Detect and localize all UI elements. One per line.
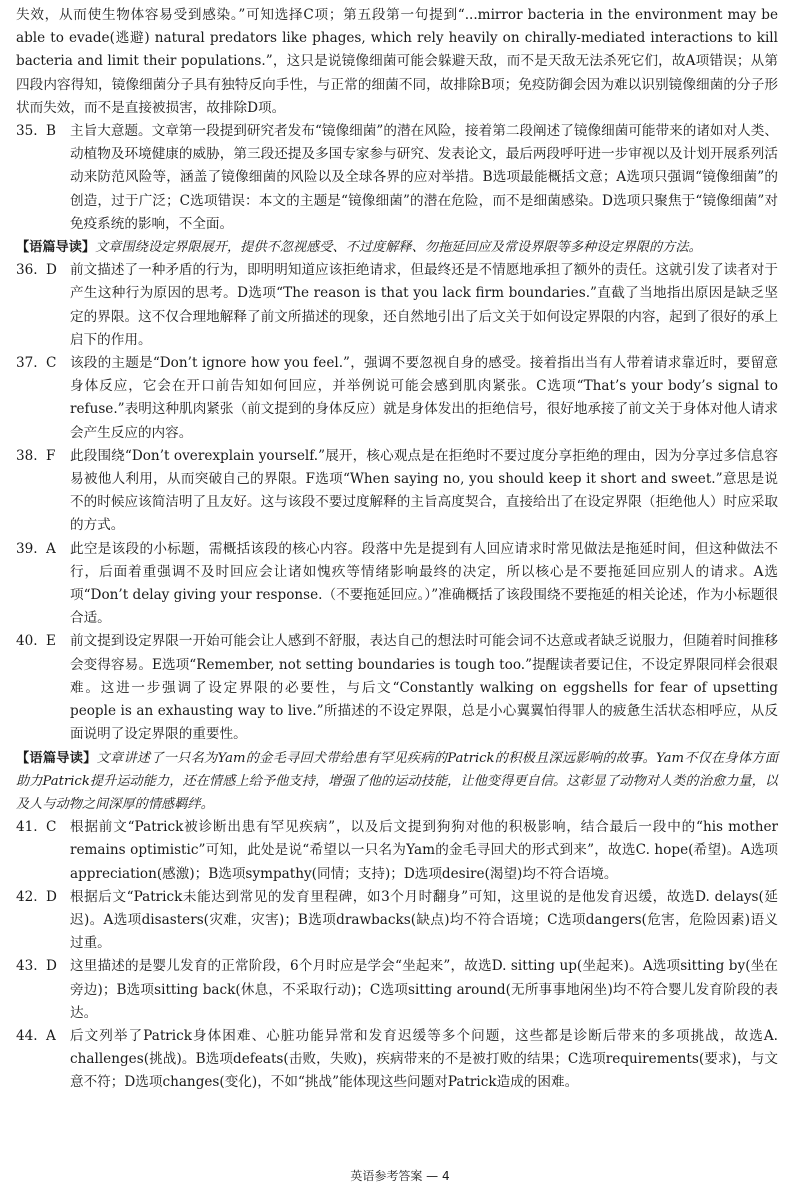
- question-number: 40.: [16, 633, 38, 650]
- explanation-text: 根据后文“Patrick未能达到常见的发育里程碑，如3个月时翻身”可知，这里说的是他发育迟缓，故选D. delays(延迟)。A选项disasters(灾难，灾害)；B选项drawbacks(缺点)均不符合语境；C选项dangers(危害，危险因素)语义过重。: [70, 888, 778, 952]
- explanation-text: 根据前文“Patrick被诊断出患有罕见疾病”，以及后文提到狗狗对他的积极影响，结合最后一段中的“his mother remains optimistic”可知，此处是说“希望以一只名为Yam的金毛寻回犬的形式到来”，故选C. hope(希望)。A选项appreciation(感激)；B选项sympathy(同情；支持)；D选项desire(渴望)均不符合语境。: [70, 819, 778, 882]
- question-number: 38.: [16, 447, 38, 464]
- answer-item-39: [16, 538, 778, 631]
- question-number: 37.: [16, 355, 38, 372]
- answer-item-41: [16, 816, 778, 886]
- answer-item-35: [16, 120, 778, 236]
- answer-letter: B: [46, 123, 56, 140]
- question-number: 43.: [16, 958, 38, 975]
- explanation-text: 前文提到设定界限一开始可能会让人感到不舒服，表达自己的想法时可能会词不达意或者缺乏说服力，但随着时间推移会变得容易。E选项“Remember, not setting boundaries is tough too.”提醒读者要记住，不设定界限同样会很艰难。这进一步强调了设定界限的必要性，与后文“Constantly walking on eggshells for fear of upsetting people is an exhausting way to live.”所描述的不设定界限，总是小心翼翼怕得罪人的疲惫生活状态相呼应，从反面说明了设定界限的重要性。: [70, 633, 778, 743]
- passage-guide: [16, 747, 778, 817]
- explanation-text: 这里描述的是婴儿发育的正常阶段，6个月时应是学会“坐起来”，故选D. sitting up(坐起来)。A选项sitting by(坐在旁边)；B选项sitting back(休息，不采取行动)；C选项sitting around(无所事事地闲坐)均不符合婴儿发育阶段的表达。: [70, 958, 778, 1021]
- passage-guide: [16, 236, 778, 259]
- question-number: 42.: [16, 888, 38, 905]
- guide-tag: 【语篇导读】: [16, 750, 97, 766]
- answer-item-42: [16, 886, 778, 956]
- answer-letter: C: [46, 355, 57, 372]
- carryover-paragraph: 失效，从而使生物体容易受到感染。”可知选择C项；第五段第一句提到“...mirror bacteria in the environment may be able to evade(逃避) natural predators like phages, which rely heavily on chirally-mediated interactions to kill bacteria and limit their populations.”，这只是说镜像细菌可能会躲避天敌，而不是天敌无法杀死它们，故A项错误；从第四段内容得知，镜像细菌分子具有独特反向手性，与正常的细菌不同，故排除B项；免疫防御会因为难以识别镜像细菌的分子形状而失效，而不是直接被损害，故排除D项。: [16, 7, 778, 116]
- answer-item-37: [16, 352, 778, 445]
- explanation-text: 此段围绕“Don’t overexplain yourself.”展开，核心观点是在拒绝时不要过度分享拒绝的理由，因为分享过多信息容易被他人利用，从而突破自己的界限。F选项“When saying no, you should keep it short and sweet.”意思是说不的时候应该简洁明了且友好。这与该段不要过度解释的主旨高度契合，直接给出了在设定界限（拒绝他人）时应采取的方式。: [70, 447, 778, 534]
- question-number: 36.: [16, 262, 38, 279]
- question-number: 44.: [16, 1027, 38, 1044]
- answer-letter: D: [46, 958, 57, 975]
- answer-letter: A: [46, 540, 56, 557]
- answer-item-44: [16, 1025, 778, 1095]
- guide-text: 文章讲述了一只名为Yam的金毛寻回犬带给患有罕见疾病的Patrick的积极且深远影响的故事。Yam不仅在身体方面助力Patrick提升运动能力，还在情感上给予他支持，增强了他的运动技能，让他变得更自信。这彰显了动物对人类的治愈力量，以及人与动物之间深厚的情感羁绊。: [16, 750, 779, 812]
- answer-letter: F: [46, 447, 56, 464]
- answer-letter: D: [46, 262, 57, 279]
- explanation-text: 前文描述了一种矛盾的行为，即明明知道应该拒绝请求，但最终还是不情愿地承担了额外的责任。这就引发了读者对于产生这种行为原因的思考。D选项“The reason is that you lack firm boundaries.”直截了当地指出原因是缺乏坚定的界限。这不仅合理地解释了前文所描述的现象，还自然地引出了后文关于如何设定界限的内容，起到了很好的承上启下的作用。: [70, 262, 778, 348]
- answer-letter: A: [46, 1027, 56, 1044]
- answer-letter: D: [46, 888, 57, 905]
- explanation-text: 此空是该段的小标题，需概括该段的核心内容。段落中先是提到有人回应请求时常见做法是拖延时间，但这种做法不行，后面着重强调不及时回应会让诸如愧疚等情绪影响最终的决定，所以核心是不要拖延回应别人的请求。A选项“Don’t delay giving your response.（不要拖延回应。）”准确概括了该段围绕不要拖延的相关论述，作为小标题很合适。: [70, 540, 779, 627]
- explanation-text: 后文列举了Patrick身体困难、心脏功能异常和发育迟缓等多个问题，这些都是诊断后带来的多项挑战，故选A. challenges(挑战)。B选项defeats(击败，失败)，疾病带来的不是被打败的结果；C选项requirements(要求)，与文意不符；D选项changes(变化)，不如“挑战”能体现这些问题对Patrick造成的困难。: [70, 1027, 778, 1091]
- answer-item-40: [16, 630, 778, 746]
- question-number: 35.: [16, 123, 38, 140]
- page-footer: 英语参考答案 — 4: [350, 1169, 450, 1183]
- answer-item-36: [16, 259, 778, 352]
- answer-item-43: [16, 955, 778, 1025]
- question-number: 41.: [16, 819, 38, 836]
- question-number: 39.: [16, 540, 38, 557]
- guide-text: 文章围绕设定界限展开，提供不忽视感受、不过度解释、勿拖延回应及常设界限等多种设定界限的方法。: [95, 240, 702, 256]
- guide-tag: 【语篇导读】: [16, 240, 96, 256]
- explanation-text: 主旨大意题。文章第一段提到研究者发布“镜像细菌”的潜在风险，接着第二段阐述了镜像细菌可能带来的诸如对人类、动植物及环境健康的威胁，第三段还提及多国专家参与研究、发表论文，最后两段呼吁进一步审视以及计划开展系列活动来防范风险等，涵盖了镜像细菌的风险以及全球各界的应对举措。B选项最能概括文意；A选项只强调“镜像细菌”的创造，过于广泛；C选项错误：本文的主题是“镜像细菌”的潜在危险，而不是细菌感染。D选项只聚焦于“镜像细菌”对免疫系统的影响，不全面。: [70, 123, 778, 232]
- explanation-text: 该段的主题是“Don’t ignore how you feel.”，强调不要忽视自身的感受。接着指出当有人带着请求靠近时，要留意身体反应，它会在开口前告知如何回应，并举例说可能会感到肌肉紧张。C选项“That’s your body’s signal to refuse.”表明这种肌肉紧张（前文提到的身体反应）就是身体发出的拒绝信号，很好地承接了前文关于身体对他人请求会产生反应的内容。: [70, 355, 778, 441]
- answer-letter: E: [46, 633, 56, 650]
- answer-letter: C: [46, 819, 57, 836]
- answer-item-38: [16, 445, 778, 538]
